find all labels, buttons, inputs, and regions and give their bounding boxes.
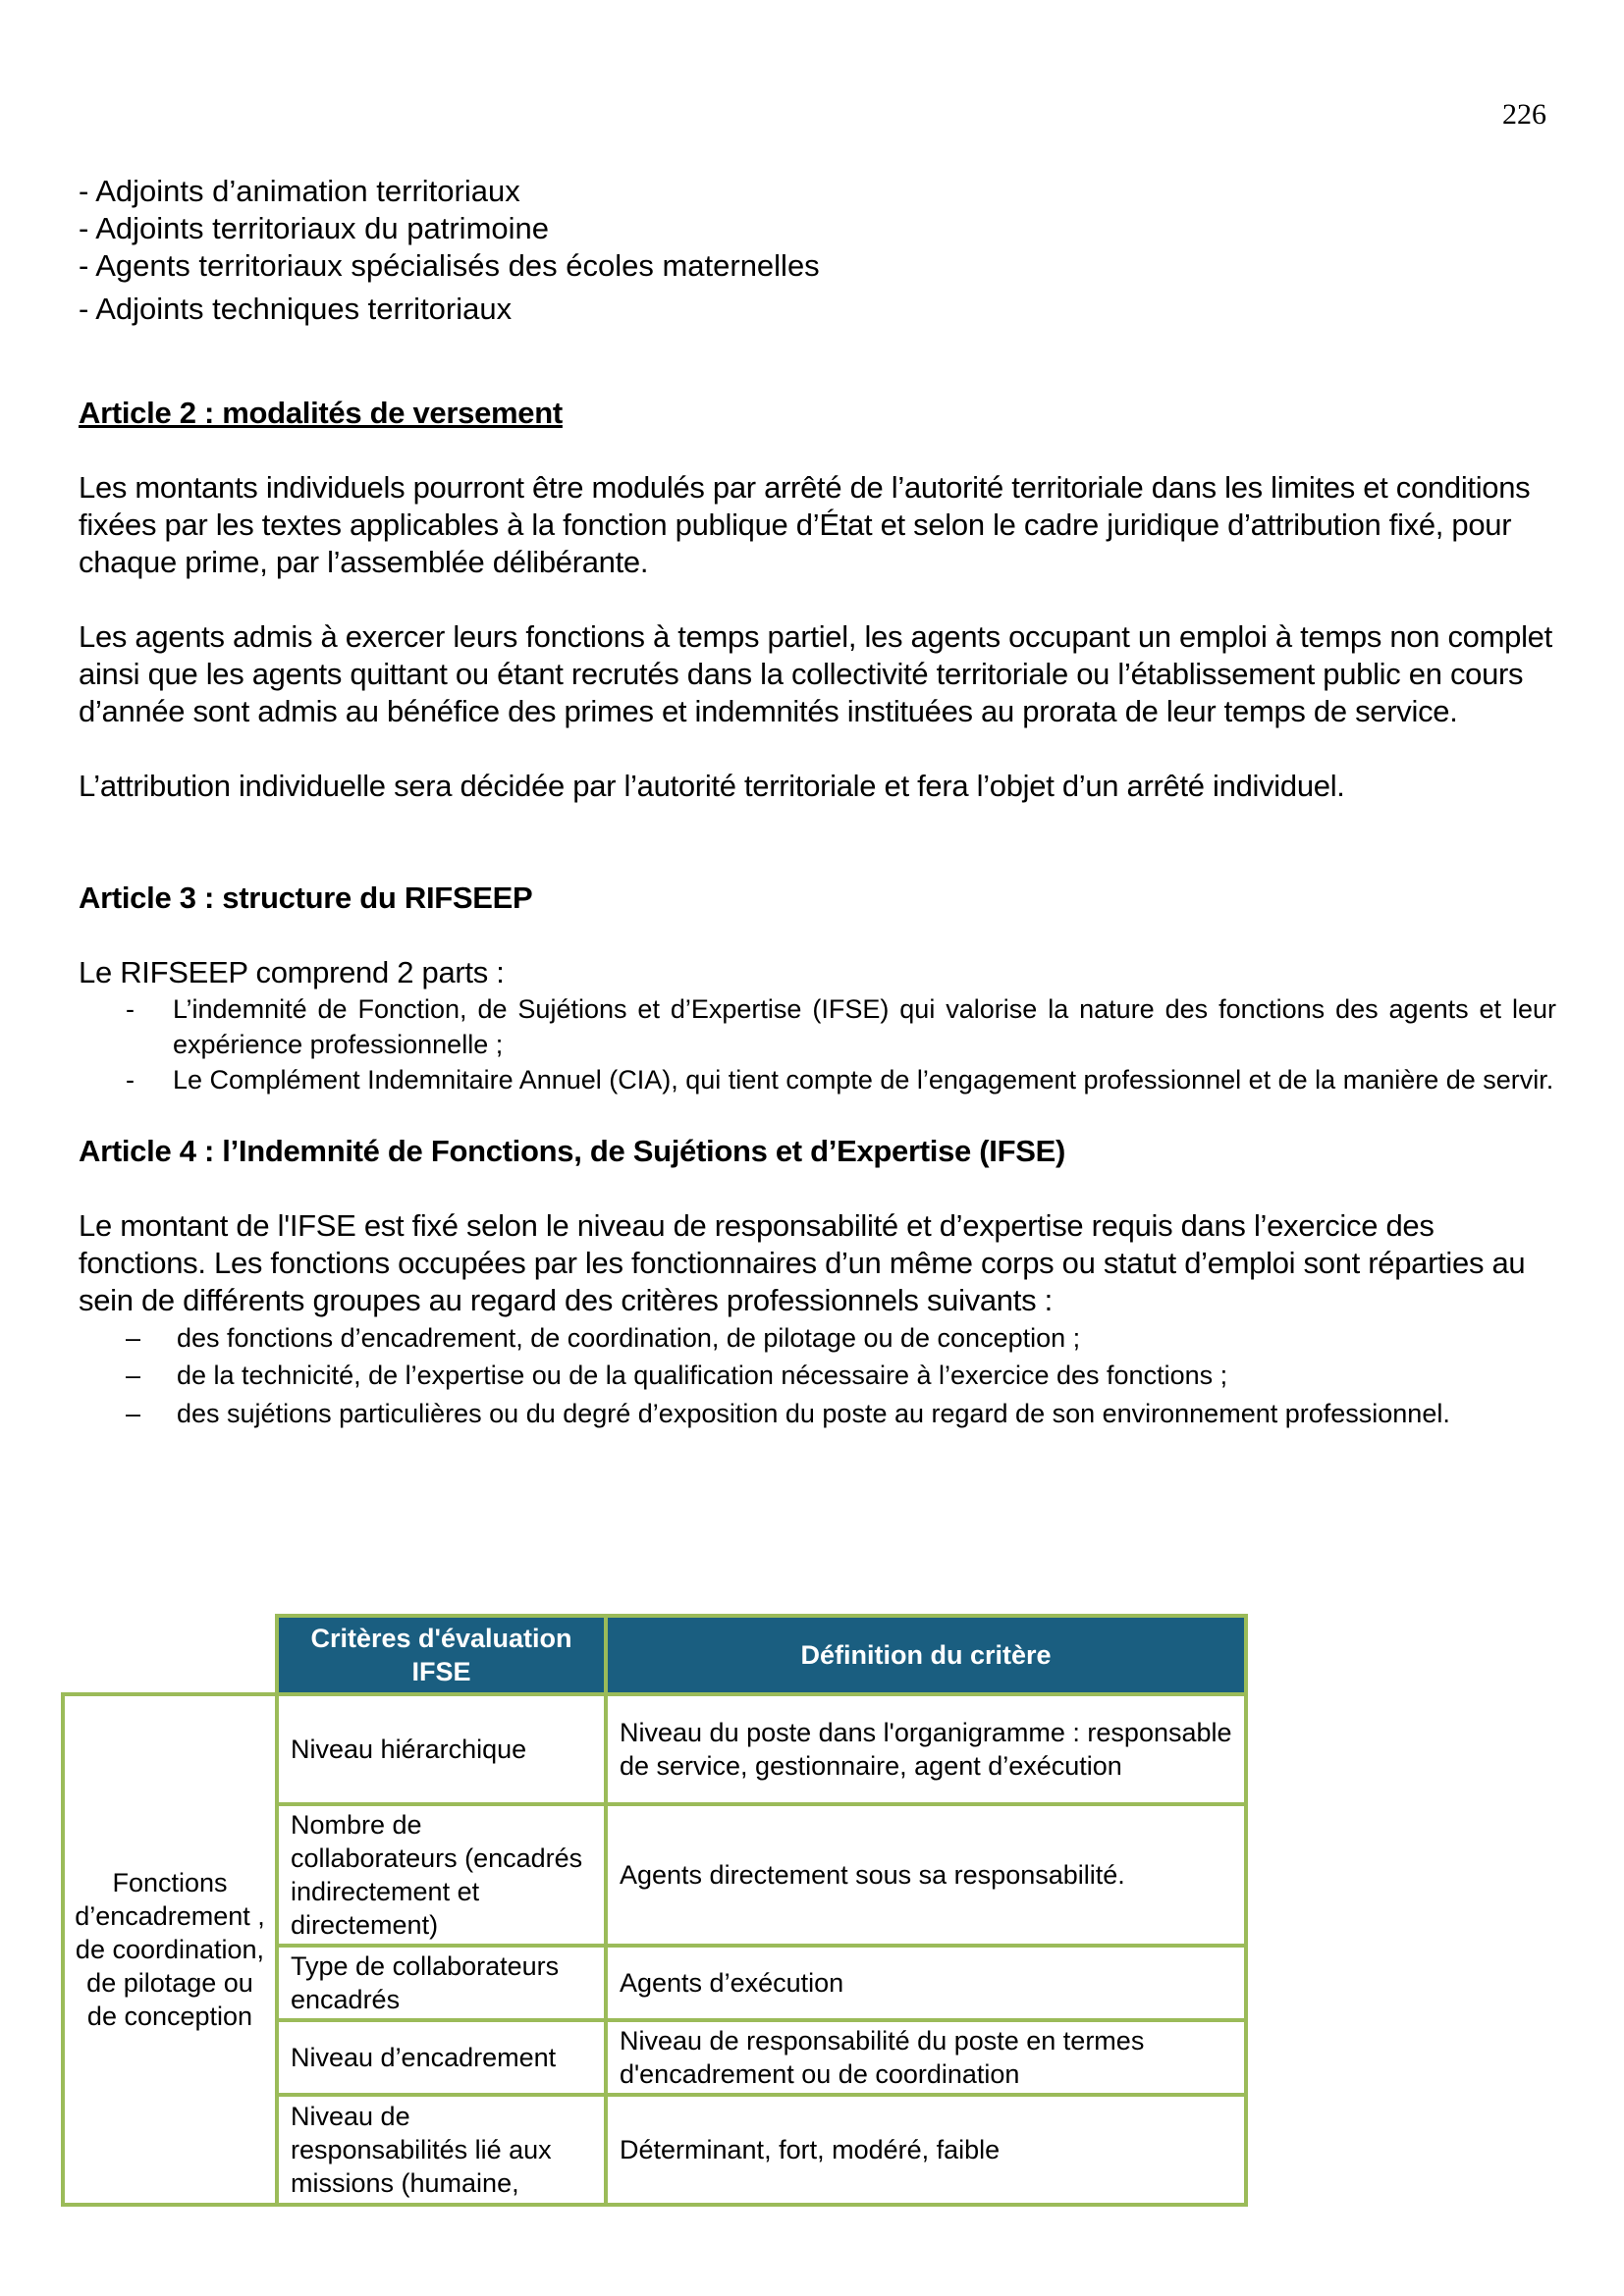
rifseep-parts-list: [79, 991, 1556, 1097]
list-item: - Le Complément Indemnitaire Annuel (CIA), qui tient compte de l’engagement professionnel et de la manière de servir.: [79, 1062, 1556, 1097]
ifse-criteria-table: [61, 1614, 1248, 2207]
header-criteria: Critères d'évaluation IFSE: [277, 1616, 606, 1694]
article-4-title: Article 4 : l’Indemnité de Fonctions, de Sujétions et d’Expertise (IFSE): [79, 1134, 1066, 1168]
criterion-cell: Niveau hiérarchique: [277, 1694, 606, 1804]
article-2-paragraph: Les montants individuels pourront être modulés par arrêté de l’autorité territoriale dans les limites et conditions fixées par les textes applicables à la fonction publique d’État et selon le cadre juridique d’attribution fixé, pour chaque prime, par l’assemblée délibérante.: [79, 470, 1531, 579]
list-item: - Adjoints techniques territoriaux: [79, 292, 513, 326]
criterion-cell: Niveau d’encadrement: [277, 2020, 606, 2095]
list-item: - L’indemnité de Fonction, de Sujétions et d’Expertise (IFSE) qui valorise la nature des fonctions des agents et leur expérience professionnelle ;: [79, 991, 1556, 1062]
empty-header-cell: [63, 1616, 277, 1694]
document-body: [79, 173, 1556, 1433]
dash-bullet: –: [126, 1361, 141, 1390]
header-definition: Définition du critère: [606, 1616, 1246, 1694]
list-item: - Adjoints territoriaux du patrimoine: [79, 211, 550, 245]
list-item: - Agents territoriaux spécialisés des écoles maternelles: [79, 248, 820, 283]
article-2-paragraph: L’attribution individuelle sera décidée par l’autorité territoriale et fera l’objet d’un arrêté individuel.: [79, 769, 1345, 803]
table-row: [63, 1694, 1246, 1804]
criterion-cell: Nombre de collaborateurs (encadrés indirectement et directement): [277, 1804, 606, 1946]
dash-bullet: –: [126, 1323, 141, 1353]
article-2-title: Article 2 : modalités de versement: [79, 396, 563, 430]
list-item: – des sujétions particulières ou du degré d’exposition du poste au regard de son environnement professionnel.: [79, 1394, 1556, 1433]
list-item: – des fonctions d’encadrement, de coordination, de pilotage ou de conception ;: [79, 1319, 1556, 1357]
beneficiary-list: [79, 173, 1556, 328]
group-label: Fonctions d’encadrement , de coordination, de pilotage ou de conception: [63, 1694, 277, 2205]
definition-cell: Niveau de responsabilité du poste en termes d'encadrement ou de coordination: [606, 2020, 1246, 2095]
ifse-criteria-list: [79, 1319, 1556, 1433]
dash-bullet: -: [126, 1065, 135, 1095]
criterion-cell: Niveau de responsabilités lié aux missions (humaine,: [277, 2095, 606, 2205]
definition-cell: Agents d’exécution: [606, 1946, 1246, 2020]
definition-cell: Niveau du poste dans l'organigramme : responsable de service, gestionnaire, agent d’exécution: [606, 1694, 1246, 1804]
criterion-cell: Type de collaborateurs encadrés: [277, 1946, 606, 2020]
list-item: – de la technicité, de l’expertise ou de la qualification nécessaire à l’exercice des fonctions ;: [79, 1357, 1556, 1394]
article-3-title: Article 3 : structure du RIFSEEP: [79, 881, 533, 915]
article-2-paragraph: Les agents admis à exercer leurs fonctions à temps partiel, les agents occupant un emploi à temps non complet ainsi que les agents quittant ou étant recrutés dans la collectivité territoriale ou l’établissement public en cours d’année sont admis au bénéfice des primes et indemnités instituées au prorata de leur temps de service.: [79, 619, 1552, 728]
dash-bullet: -: [126, 994, 135, 1024]
article-4-intro: Le montant de l'IFSE est fixé selon le niveau de responsabilité et d’expertise requis dans l’exercice des fonctions. Les fonctions occupées par les fonctionnaires d’un même corps ou statut d’emploi sont réparties au sein de différents groupes au regard des critères professionnels suivants :: [79, 1208, 1526, 1317]
list-item: - Adjoints d’animation territoriaux: [79, 174, 520, 208]
article-3-intro: Le RIFSEEP comprend 2 parts :: [79, 955, 505, 989]
page-number: 226: [1502, 98, 1546, 131]
definition-cell: Agents directement sous sa responsabilité.: [606, 1804, 1246, 1946]
dash-bullet: –: [126, 1399, 141, 1428]
table-header-row: [63, 1616, 1246, 1694]
definition-cell: Déterminant, fort, modéré, faible: [606, 2095, 1246, 2205]
